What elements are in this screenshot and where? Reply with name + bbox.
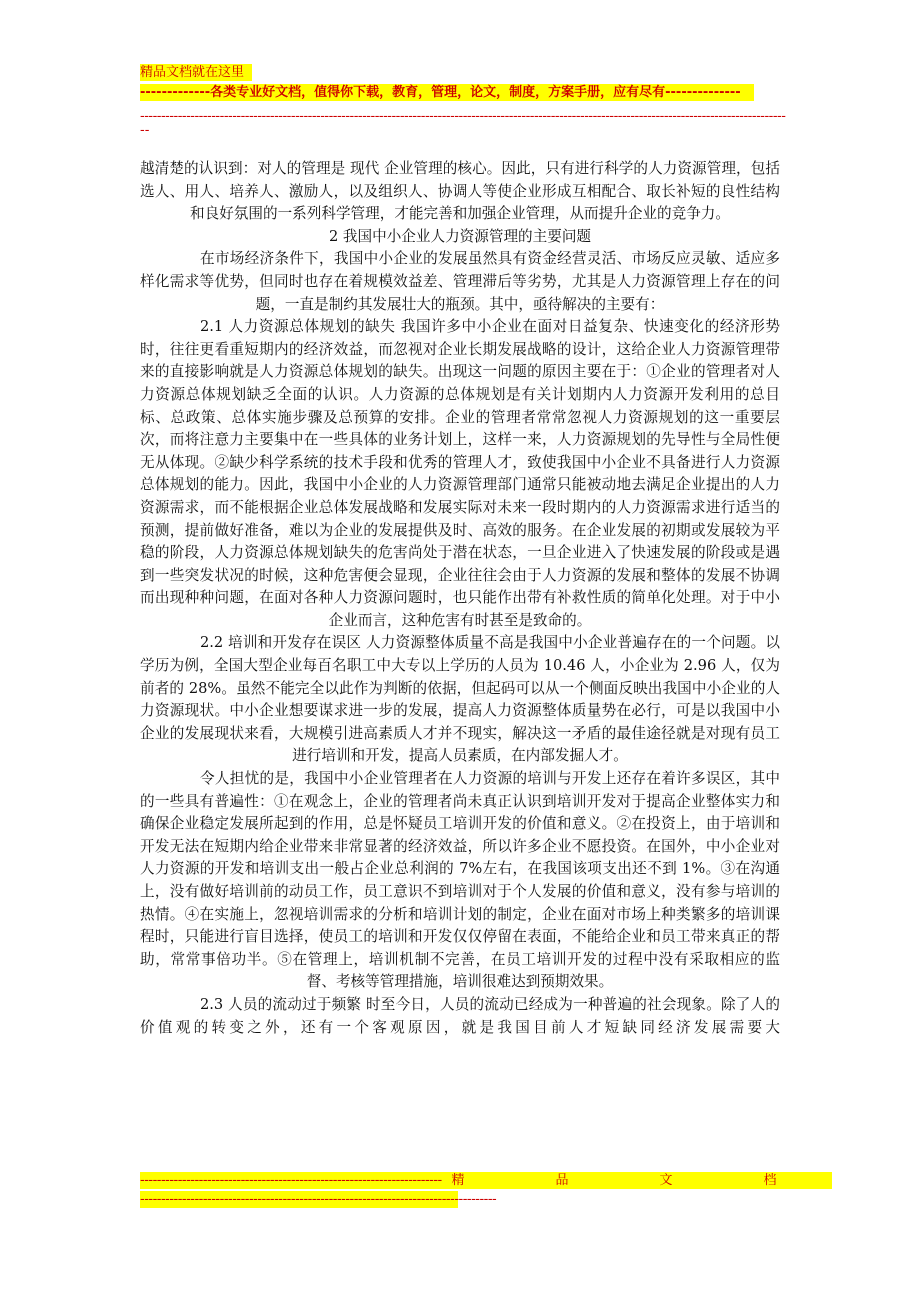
footer-label-char: 档 (763, 1173, 777, 1188)
paragraph-market: 在市场经济条件下，我国中小企业的发展虽然具有资金经营灵活、市场反应灵敏、适应多样化需求等优势，但同时也存在着规模效益差、管理滞后等劣势，尤其是人力资源管理上存在的问题，一直是制约其发展壮大的瓶颈。其中，亟待解决的主要有： (140, 250, 780, 313)
paragraph-worry: 令人担忧的是，我国中小企业管理者在人力资源的培训与开发上还存在着许多误区，其中的一些具有普遍性：①在观念上，企业的管理者尚未真正认识到培训开发对于提高企业整体实力和确保企业稳定发展所起到的作用，总是怀疑员工培训开发的价值和意义。②在投资上，由于培训和开发无法在短期内给企业带来非常显著的经济效益，所以许多企业不愿投资。在国外，中小企业对人力资源的开发和培训支出一般占企业总利润的 7%左右，在我国该项支出还不到 1%。③在沟通上，没有做好培训前的动员工作，员工意识不到培训对于个人发展的价值和意义，没有参与培训的热情。④在实施上，忽视培训需求的分析和培训计划的制定，企业在面对市场上种类繁多的培训课程时，只能进行盲目选择，使员工的培训和开发仅仅停留在表面，不能给企业和员工带来真正的帮助，常常事倍功半。⑤在管理上，培训机制不完善，在员工培训开发的过程中没有采取相应的监督、考核等管理措施，培训很难达到预期效果。 (140, 770, 780, 991)
footer-band (140, 1172, 832, 1189)
document-body (140, 158, 780, 1039)
footer-dash: ------------------------------------------------------------------------ (140, 1173, 442, 1188)
header-rule-tail: -- (140, 123, 150, 138)
header-slogan: -------------各类专业好文档，值得你下载，教育，管理，论文，制度，方案手册，应有尽有-------------- (140, 84, 754, 101)
paragraph-2-3: 2.3 人员的流动过于频繁 时至今日，人员的流动已经成为一种普遍的社会现象。除了人的价值观的转变之外，还有一个客观原因，就是我国目前人才短缺同经济发展需要大 (140, 995, 780, 1036)
footer-label-char: 品 (555, 1173, 569, 1188)
paragraph-2-2: 2.2 培训和开发存在误区 人力资源整体质量不高是我国中小企业普遍存在的一个问题。以学历为例，全国大型企业每百名职工中大专以上学历的人员为 10.46 人，小企业为 2.96 人，仅为前者的 28%。虽然不能完全以此作为判断的依据，但起码可以从一个侧面反映出我国中小企业的人力资源现状。中小企业想要谋求进一步的发展，提高人力资源整体质量势在必行，可是以我国中小企业的发展现状来看，大规模引进高素质人才并不现实，解决这一矛盾的最佳途径就是对现有员工进行培训和开发，提高人员素质，在内部发掘人才。 (140, 634, 780, 765)
paragraph-2-1: 2.1 人力资源总体规划的缺失 我国许多中小企业在面对日益复杂、快速变化的经济形势时，往往更看重短期内的经济效益，而忽视对企业长期发展战略的设计，这给企业人力资源管理带来的直接影响就是人力资源总体规划的缺失。出现这一问题的原因主要在于：①企业的管理者对人力资源总体规划缺乏全面的认识。人力资源的总体规划是有关计划期内人力资源开发利用的总目标、总政策、总体实施步骤及总预算的安排。企业的管理者常常忽视人力资源规划的这一重要层次，而将注意力主要集中在一些具体的业务计划上，这样一来，人力资源规划的先导性与全局性便无从体现。②缺少科学系统的技术手段和优秀的管理人才，致使我国中小企业不具备进行人力资源总体规划的能力。因此，我国中小企业的人力资源管理部门通常只能被动地去满足企业提出的人力资源需求，而不能根据企业总体发展战略和发展实际对未来一段时期内的人力资源需求进行适当的预测，提前做好准备，难以为企业的发展提供及时、高效的服务。在企业发展的初期或发展较为平稳的阶段，人力资源总体规划缺失的危害尚处于潜在状态，一旦企业进入了快速发展的阶段或是遇到一些突发状况的时候，这种危害便会显现，企业往往会由于人力资源的发展和整体的发展不协调而出现种种问题，在面对各种人力资源问题时，也只能作出带有补救性质的简单化处理。对于中小企业而言，这种危害有时甚至是致命的。 (140, 318, 780, 629)
section-heading: 2 我国中小企业人力资源管理的主要问题 (328, 227, 592, 245)
header-title: 精品文档就在这里 (140, 64, 252, 81)
footer-rule: ------------------------------------------------------------------------------------- (140, 1192, 497, 1207)
footer-label-char: 文 (659, 1173, 673, 1188)
footer-label-char: 精 (451, 1173, 465, 1188)
footer-label (406, 1172, 832, 1189)
header-rule: ---------------------------------------------------------------------------------------------------------------------------------------------------------- (140, 109, 786, 124)
paragraph-intro: 越清楚的认识到：对人的管理是 现代 企业管理的核心。因此，只有进行科学的人力资源管理，包括选人、用人、培养人、激励人，以及组织人、协调人等使企业形成互相配合、取长补短的良性结构和良好氛围的一系列科学管理，才能完善和加强企业管理，从而提升企业的竞争力。 (140, 160, 780, 223)
